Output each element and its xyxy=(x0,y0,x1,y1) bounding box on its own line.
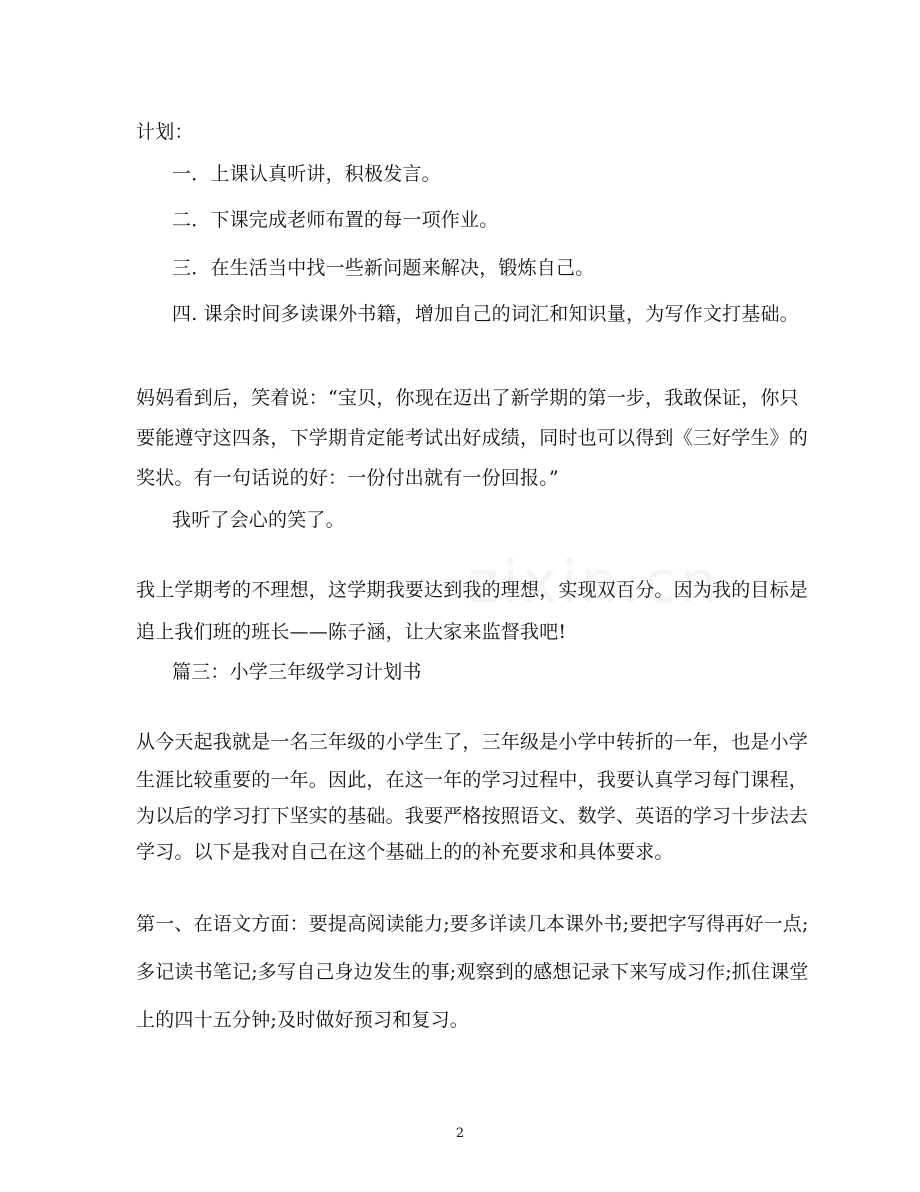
paragraph-line: 为以后的学习打下坚实的基础。我要严格按照语文、数学、英语的学习十步法去 xyxy=(136,805,809,827)
page-number: 2 xyxy=(455,1126,465,1141)
plan-item-2: 二．下课完成老师布置的每一项作业。 xyxy=(172,209,499,231)
paragraph-line: 多记读书笔记;多写自己身边发生的事;观察到的感想记录下来写成习作;抓住课堂 xyxy=(136,961,809,983)
section-title: 篇三：小学三年级学习计划书 xyxy=(172,661,422,683)
paragraph-line: 上的四十五分钟;及时做好预习和复习。 xyxy=(136,1009,470,1031)
paragraph-line: 要能遵守这四条，下学期肯定能考试出好成绩，同时也可以得到《三好学生》的 xyxy=(136,427,809,449)
paragraph-line: 妈妈看到后，笑着说：“宝贝，你现在迈出了新学期的第一步，我敢保证，你只 xyxy=(136,387,799,409)
paragraph-line: 我听了会心的笑了。 xyxy=(172,509,345,531)
paragraph-line: 学习。以下是我对自己在这个基础上的的补充要求和具体要求。 xyxy=(136,841,674,863)
paragraph-line: 奖状。有一句话说的好：一份付出就有一份回报。” xyxy=(136,467,559,489)
plan-item-1: 一．上课认真听讲，积极发言。 xyxy=(172,163,441,185)
paragraph-line: 生涯比较重要的一年。因此，在这一年的学习过程中，我要认真学习每门课程， xyxy=(136,769,809,791)
plan-item-4: 四. 课余时间多读课外书籍，增加自己的词汇和知识量，为写作文打基础。 xyxy=(172,303,799,325)
paragraph-line: 第一、在语文方面：要提高阅读能力;要多详读几本课外书;要把字写得再好一点; xyxy=(136,913,809,935)
paragraph-line: 我上学期考的不理想，这学期我要达到我的理想，实现双百分。因为我的目标是 xyxy=(136,579,809,601)
plan-item-3: 三．在生活当中找一些新问题来解决，锻炼自己。 xyxy=(172,257,595,279)
paragraph-line: 追上我们班的班长——陈子涵，让大家来监督我吧! xyxy=(136,621,567,643)
paragraph-line: 从今天起我就是一名三年级的小学生了，三年级是小学中转折的一年，也是小学 xyxy=(136,731,809,753)
plan-heading: 计划： xyxy=(136,121,194,143)
